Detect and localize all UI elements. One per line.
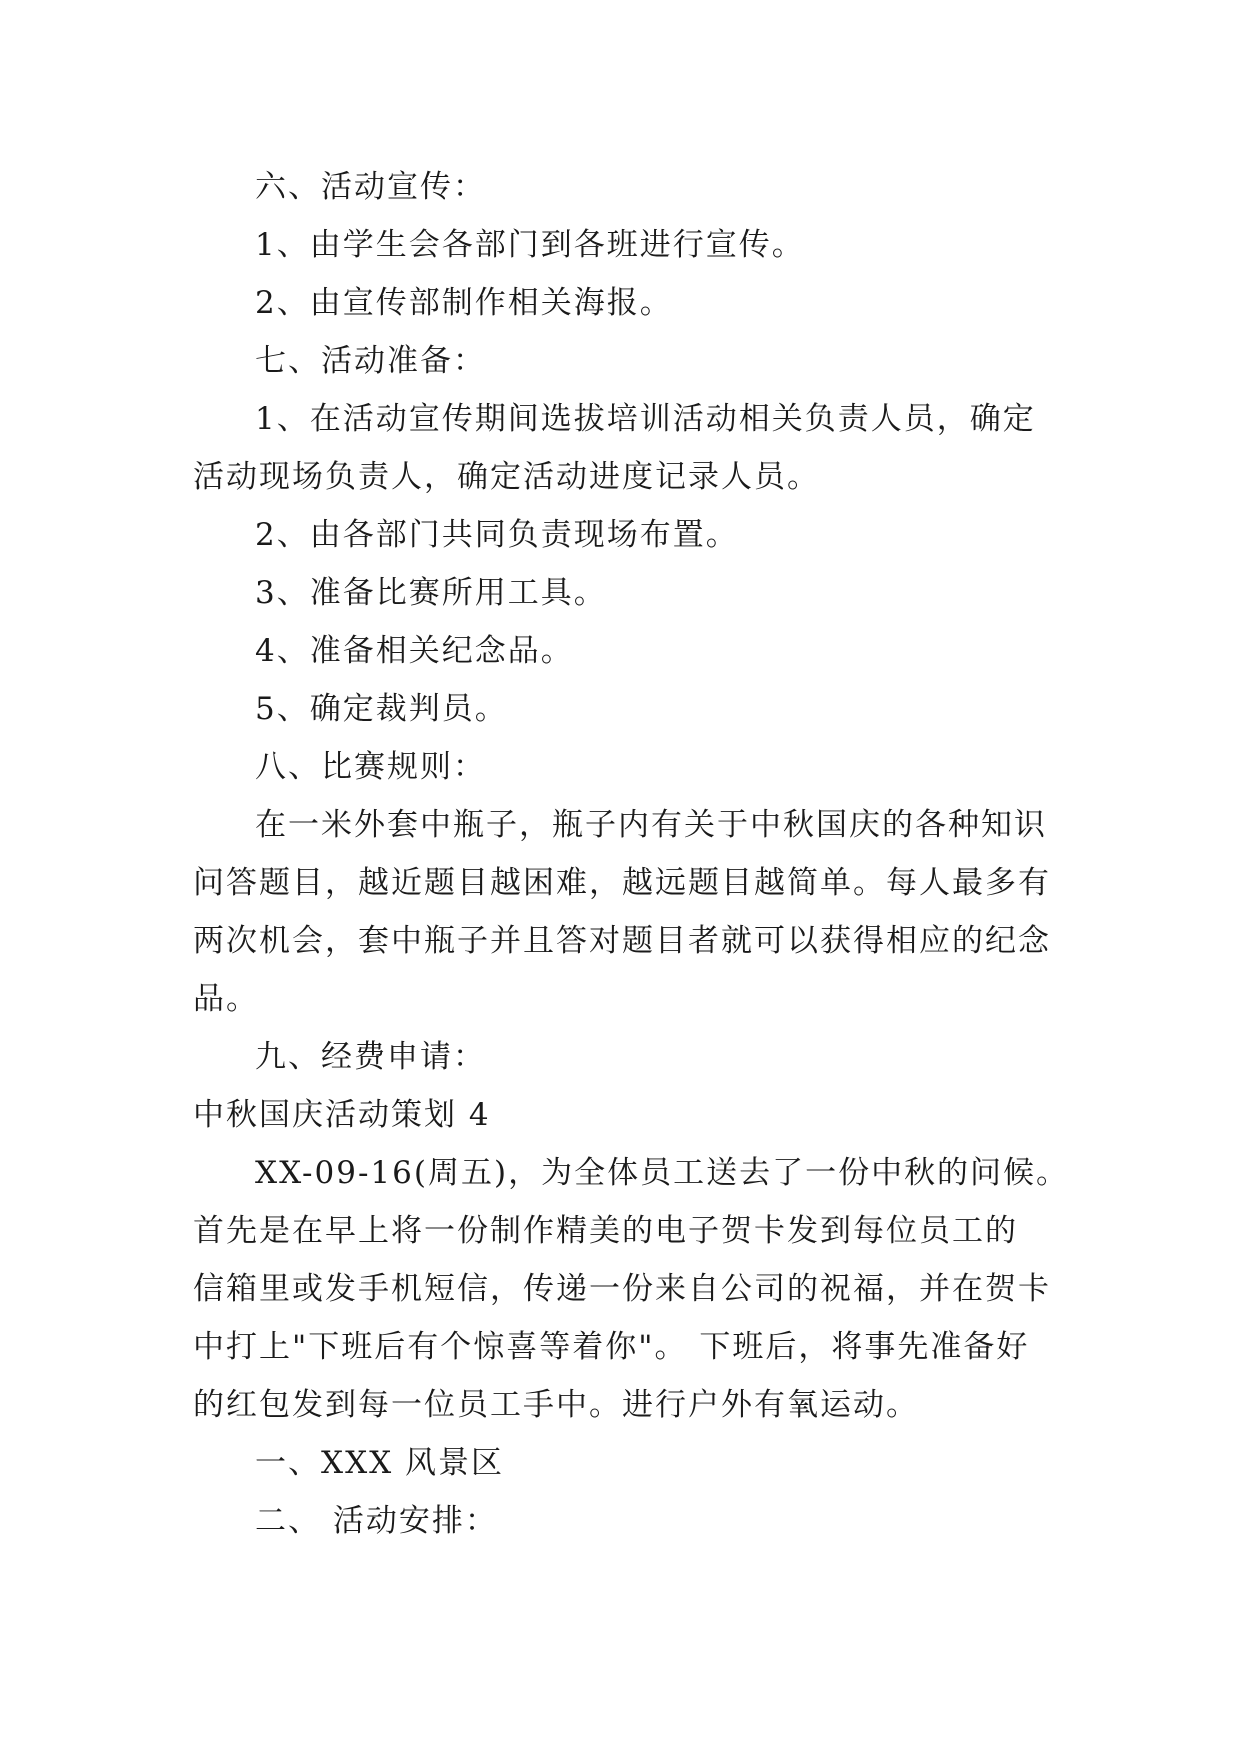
section-heading-rules: 八、比赛规则：	[255, 749, 486, 785]
section-heading-arrangement: 二、 活动安排：	[255, 1503, 498, 1539]
document-body	[193, 158, 1073, 1550]
text-line: 中打上"下班后有个惊喜等着你"。 下班后，将事先准备好	[193, 1329, 1030, 1365]
text-line: 信箱里或发手机短信，传递一份来自公司的祝福，并在贺卡	[193, 1271, 1051, 1307]
text-line: 1、在活动宣传期间选拔培训活动相关负责人员，确定	[255, 401, 1036, 437]
text-line: 5、确定裁判员。	[255, 691, 508, 727]
text-line: 活动现场负责人，确定活动进度记录人员。	[193, 459, 820, 495]
text-line: 2、由宣传部制作相关海报。	[255, 285, 673, 321]
text-line: 品。	[193, 981, 259, 1017]
text-line: XX-09-16(周五)，为全体员工送去了一份中秋的问候。	[255, 1155, 1070, 1191]
document-subtitle: 中秋国庆活动策划 4	[193, 1097, 491, 1133]
text-line: 两次机会，套中瓶子并且答对题目者就可以获得相应的纪念	[193, 923, 1051, 959]
text-line: 的红包发到每一位员工手中。进行户外有氧运动。	[193, 1387, 919, 1423]
section-heading-publicity: 六、活动宣传：	[255, 169, 486, 205]
section-heading-preparation: 七、活动准备：	[255, 343, 486, 379]
text-line: 3、准备比赛所用工具。	[255, 575, 607, 611]
text-line: 在一米外套中瓶子，瓶子内有关于中秋国庆的各种知识	[255, 807, 1047, 843]
text-line: 1、由学生会各部门到各班进行宣传。	[255, 227, 805, 263]
text-line: 2、由各部门共同负责现场布置。	[255, 517, 739, 553]
section-heading-scenic-area: 一、XXX 风景区	[255, 1445, 505, 1481]
section-heading-budget: 九、经费申请：	[255, 1039, 486, 1075]
text-line: 4、准备相关纪念品。	[255, 633, 574, 669]
text-line: 首先是在早上将一份制作精美的电子贺卡发到每位员工的	[193, 1213, 1018, 1249]
text-line: 问答题目，越近题目越困难，越远题目越简单。每人最多有	[193, 865, 1051, 901]
